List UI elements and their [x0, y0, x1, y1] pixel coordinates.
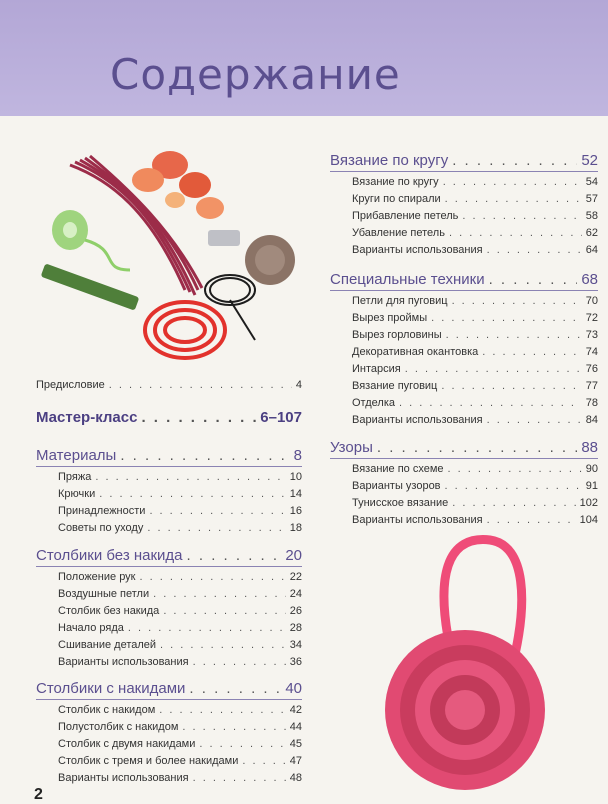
toc-entry[interactable]: Столбик с накидом . . . 42: [58, 704, 302, 716]
toc-section-3[interactable]: Столбики с накидами . . . 40: [36, 680, 302, 697]
toc-entry[interactable]: Интарсия . . . 76: [352, 363, 598, 375]
section-divider: [36, 699, 302, 700]
toc-entry[interactable]: Вязание по кругу . . . 54: [352, 176, 598, 188]
page-number: 2: [34, 786, 43, 803]
toc-entry[interactable]: Вязание по схеме . . . 90: [352, 463, 598, 475]
toc-section-2[interactable]: Специальные техники . . . 68: [330, 271, 598, 288]
toc-entry[interactable]: Прибавление петель . . . 58: [352, 210, 598, 222]
toc-entry[interactable]: Вырез проймы . . . 72: [352, 312, 598, 324]
toc-entry[interactable]: Варианты использования . . . 84: [352, 414, 598, 426]
toc-entry[interactable]: Варианты использования . . . 48: [58, 772, 302, 784]
section-divider: [36, 466, 302, 467]
toc-entry[interactable]: Вырез горловины . . . 73: [352, 329, 598, 341]
toc-entry[interactable]: Вязание пуговиц . . . 77: [352, 380, 598, 392]
section-divider: [330, 290, 598, 291]
toc-entry[interactable]: Воздушные петли . . . 24: [58, 588, 302, 600]
toc-entry[interactable]: Варианты использования . . . 104: [352, 514, 598, 526]
toc-section-3[interactable]: Узоры . . . 88: [330, 439, 598, 456]
crochet-bag-photo: [360, 530, 590, 790]
toc-master-class[interactable]: Мастер-класс . . . 6–107: [36, 409, 302, 426]
toc-entry[interactable]: Пряжа . . . 10: [58, 471, 302, 483]
toc-entry[interactable]: Положение рук . . . 22: [58, 571, 302, 583]
toc-entry[interactable]: Убавление петель . . . 62: [352, 227, 598, 239]
toc-entry[interactable]: Круги по спирали . . . 57: [352, 193, 598, 205]
toc-entry[interactable]: Варианты использования . . . 64: [352, 244, 598, 256]
page-title: Содержание: [110, 50, 401, 99]
toc-section-1[interactable]: Материалы . . . 8: [36, 447, 302, 464]
toc-section-1[interactable]: Вязание по кругу . . . 52: [330, 152, 598, 169]
toc-entry[interactable]: Тунисское вязание . . . 102: [352, 497, 598, 509]
toc-entry[interactable]: Сшивание деталей . . . 34: [58, 639, 302, 651]
toc-entry[interactable]: Крючки . . . 14: [58, 488, 302, 500]
toc-entry[interactable]: Столбик с двумя накидами . . . 45: [58, 738, 302, 750]
toc-entry[interactable]: Декоративная окантовка . . . 74: [352, 346, 598, 358]
toc-entry[interactable]: Начало ряда . . . 28: [58, 622, 302, 634]
section-divider: [36, 566, 302, 567]
section-divider: [330, 458, 598, 459]
toc-entry[interactable]: Отделка . . . 78: [352, 397, 598, 409]
toc-entry[interactable]: Советы по уходу . . . 18: [58, 522, 302, 534]
toc-entry[interactable]: Полустолбик с накидом . . . 44: [58, 721, 302, 733]
section-divider: [330, 171, 598, 172]
toc-entry[interactable]: Варианты использования . . . 36: [58, 656, 302, 668]
toc-entry[interactable]: Столбик с тремя и более накидами . . . 47: [58, 755, 302, 767]
toc-entry[interactable]: Столбик без накида . . . 26: [58, 605, 302, 617]
toc-entry-preface[interactable]: Предисловие . . . 4: [36, 379, 302, 391]
toc-entry[interactable]: Принадлежности . . . 16: [58, 505, 302, 517]
toc-section-2[interactable]: Столбики без накида . . . 20: [36, 547, 302, 564]
toc-entry[interactable]: Варианты узоров . . . 91: [352, 480, 598, 492]
toc-entry[interactable]: Петли для пуговиц . . . 70: [352, 295, 598, 307]
toc-left-column: [36, 0, 302, 802]
